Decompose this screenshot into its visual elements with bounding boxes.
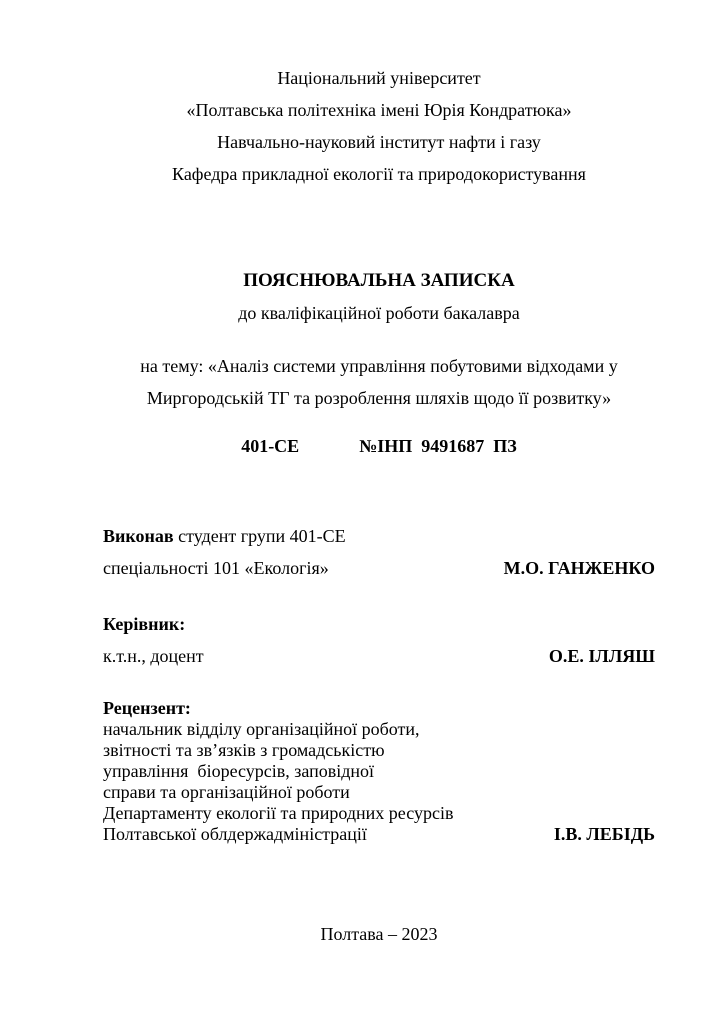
reviewer-position-line xyxy=(103,782,655,803)
topic-line-1 xyxy=(103,350,655,382)
page-title-text: ПОЯСНЮВАЛЬНА ЗАПИСКА xyxy=(243,270,515,291)
institute-name xyxy=(103,126,655,158)
page-subtitle-text: до кваліфікаційної роботи бакалавра xyxy=(238,303,520,323)
group-code: 401-СЕ xyxy=(241,436,300,456)
institute-name-text: Навчально-науковий інститут нафти і газу xyxy=(217,132,541,152)
university-brand xyxy=(103,94,655,126)
topic-block xyxy=(103,350,655,414)
supervisor-position: к.т.н., доцент xyxy=(103,646,204,666)
executor-signature-row xyxy=(103,552,655,584)
footer-block xyxy=(103,918,655,950)
reviewer-position-line xyxy=(103,761,655,782)
supervisor-label xyxy=(103,608,655,640)
reviewer-signature-row xyxy=(103,824,655,845)
university-header xyxy=(103,62,655,190)
topic-line-2-text: Миргородській ТГ та розроблення шляхів щодо її розвитку» xyxy=(146,388,612,408)
city-year xyxy=(103,918,655,950)
executor-label: Виконав xyxy=(103,526,174,546)
department-name xyxy=(103,158,655,190)
document-number: №ІНП 9491687 ПЗ xyxy=(359,436,517,456)
supervisor-signature-row xyxy=(103,640,655,672)
code-block xyxy=(103,430,655,462)
reviewer-position-line-text: начальник відділу організаційної роботи, xyxy=(103,719,420,739)
page-title xyxy=(103,265,655,297)
university-name xyxy=(103,62,655,94)
executor-speciality: спеціальності 101 «Екологія» xyxy=(103,558,329,578)
reviewer-position-line-text: звітності та зв’язків з громадськістю xyxy=(103,740,385,760)
topic-line-2 xyxy=(103,382,655,414)
executor-line xyxy=(103,520,655,552)
department-name-text: Кафедра прикладної екології та природокористування xyxy=(172,164,586,184)
reviewer-block xyxy=(103,698,655,845)
city-year-text: Полтава – 2023 xyxy=(320,924,438,944)
code-row xyxy=(103,430,655,462)
reviewer-label-text: Рецензент: xyxy=(103,698,191,718)
reviewer-position-line-text: управління біоресурсів, заповідної xyxy=(103,761,375,781)
university-name-text: Національний університет xyxy=(277,68,481,88)
reviewer-position-line-text: справи та організаційної роботи xyxy=(103,782,350,802)
executor-name: М.О. ГАНЖЕНКО xyxy=(503,558,655,578)
executor-block xyxy=(103,520,655,584)
reviewer-name: І.В. ЛЕБІДЬ xyxy=(553,824,655,844)
reviewer-position-line xyxy=(103,719,655,740)
reviewer-last-position-line: Полтавської облдержадміністрації xyxy=(103,824,367,844)
topic-line-1-text: на тему: «Аналіз системи управління побутовими відходами у xyxy=(140,356,618,376)
reviewer-position-line xyxy=(103,803,655,824)
university-brand-text: «Полтавська політехніка імені Юрія Кондратюка» xyxy=(186,100,572,120)
reviewer-position-line xyxy=(103,740,655,761)
page-subtitle xyxy=(103,297,655,329)
executor-description: студент групи 401-СЕ xyxy=(173,526,346,546)
supervisor-block xyxy=(103,608,655,672)
supervisor-name: О.Е. ІЛЛЯШ xyxy=(548,646,655,666)
reviewer-label xyxy=(103,698,655,719)
document-title-block xyxy=(103,265,655,329)
supervisor-label-text: Керівник: xyxy=(103,614,186,634)
reviewer-position-line-text: Департаменту екології та природних ресурсів xyxy=(103,803,454,823)
